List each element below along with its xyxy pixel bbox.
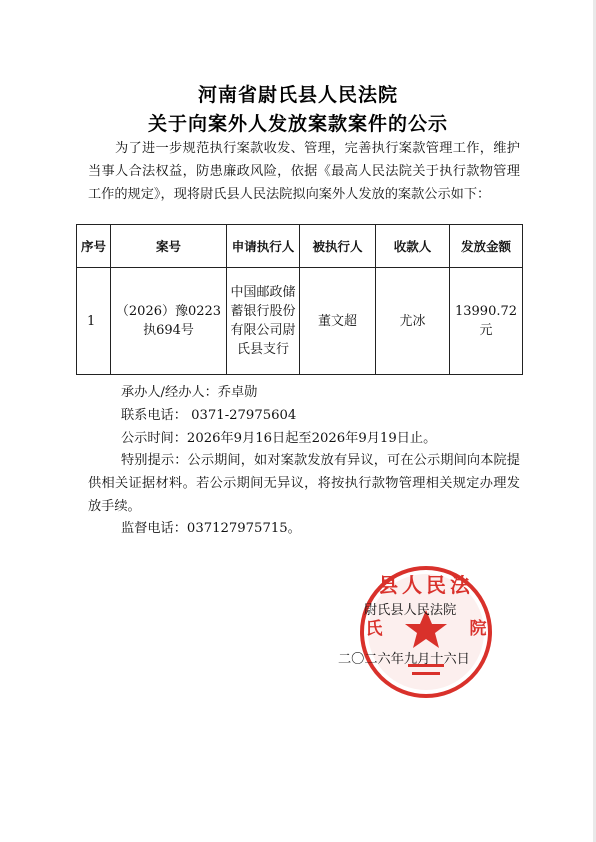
document-subtitle: 关于向案外人发放案款案件的公示 bbox=[147, 113, 448, 135]
court-seal bbox=[356, 562, 496, 702]
header-amount: 发放金额 bbox=[450, 225, 523, 268]
handler-line: 承办人/经办人：乔卓勋 bbox=[121, 385, 258, 400]
header-payee: 收款人 bbox=[376, 225, 450, 268]
cell-case-no: （2026）豫0223执694号 bbox=[111, 268, 227, 375]
header-case-no: 案号 bbox=[111, 225, 227, 268]
cell-amount: 13990.72元 bbox=[450, 268, 523, 375]
seal-text-right: 院 bbox=[469, 619, 487, 639]
signature-org: 尉氏县人民法院 bbox=[364, 603, 457, 618]
cell-applicant: 中国邮政储蓄银行股份有限公司尉氏县支行 bbox=[227, 268, 300, 375]
cell-payee: 尤冰 bbox=[376, 268, 450, 375]
special-notice: 特别提示：公示期间，如对案款发放有异议，可在公示期间向本院提供相关证据材料。若公示期间无异议，将按执行款物管理相关规定办理发放手续。 bbox=[88, 453, 520, 514]
table-header-row bbox=[77, 225, 523, 268]
intro-paragraph: 为了进一步规范执行案款收发、管理，完善执行案款管理工作，维护当事人合法权益，防患廉政风险，依据《最高人民法院关于执行款物管理工作的规定》，现将尉氏县人民法院拟向案外人发放的案款公示如下： bbox=[88, 141, 520, 202]
header-respondent: 被执行人 bbox=[300, 225, 376, 268]
seal-bar bbox=[412, 672, 440, 675]
cell-respondent: 董文超 bbox=[300, 268, 376, 375]
case-table bbox=[76, 224, 523, 375]
period-line: 公示时间：2026年9月16日起至2026年9月19日止。 bbox=[121, 431, 437, 446]
contact-line: 联系电话： 0371-27975604 bbox=[121, 408, 297, 423]
signature-date: 二〇二六年九月十六日 bbox=[338, 652, 470, 667]
supervision-line: 监督电话：037127975715。 bbox=[121, 521, 301, 536]
seal-text-left: 氏 bbox=[365, 619, 383, 639]
header-no: 序号 bbox=[77, 225, 111, 268]
seal-text-top: 县人民法 bbox=[378, 573, 474, 597]
header-applicant: 申请执行人 bbox=[227, 225, 300, 268]
document-title: 河南省尉氏县人民法院 bbox=[197, 84, 398, 106]
table-row bbox=[77, 268, 523, 375]
cell-no: 1 bbox=[77, 268, 111, 375]
